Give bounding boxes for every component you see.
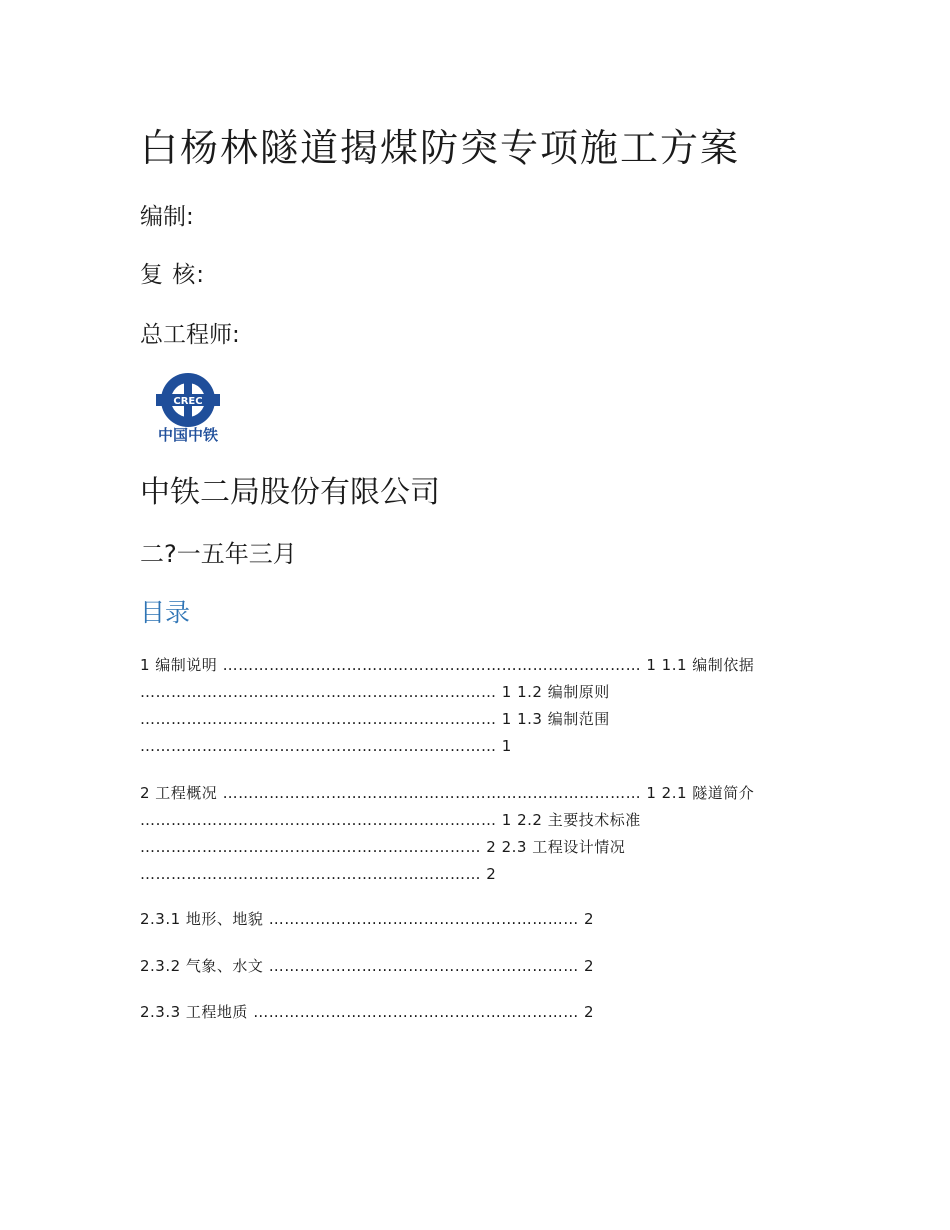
toc-line[interactable]: 1 编制说明 ……………………………………………………………………… 1 1.1 编制依据 bbox=[140, 656, 755, 674]
document-title: 白杨林隧道揭煤防突专项施工方案 bbox=[140, 126, 741, 170]
company-name: 中铁二局股份有限公司 bbox=[140, 475, 440, 510]
toc-title: 目录 bbox=[140, 598, 191, 627]
toc-line[interactable]: 2.3.3 工程地质 ……………………………………………………… 2 bbox=[140, 1003, 595, 1021]
document-date: 二?一五年三月 bbox=[140, 540, 297, 568]
toc-line[interactable]: 2.3.1 地形、地貌 …………………………………………………… 2 bbox=[140, 910, 595, 928]
toc-line[interactable]: …………………………………………………………… 1 1.2 编制原则 bbox=[140, 683, 610, 701]
toc-line[interactable]: …………………………………………………………… 1 bbox=[140, 737, 512, 755]
toc-line[interactable]: …………………………………………………………… 1 2.2 主要技术标准 bbox=[140, 811, 641, 829]
toc-line[interactable]: ………………………………………………………… 2 bbox=[140, 865, 497, 883]
logo-emblem-text: CREC bbox=[173, 396, 203, 407]
chief-engineer-label: 总工程师: bbox=[140, 322, 240, 348]
compiled-by-label: 编制: bbox=[140, 204, 194, 230]
reviewed-by-label: 复 核: bbox=[140, 262, 206, 288]
logo-caption: 中国中铁 bbox=[157, 426, 219, 444]
toc-line[interactable]: 2 工程概况 ……………………………………………………………………… 1 2.1 隧道简介 bbox=[140, 784, 755, 802]
toc-line[interactable]: …………………………………………………………… 1 1.3 编制范围 bbox=[140, 710, 610, 728]
toc-line[interactable]: ………………………………………………………… 2 2.3 工程设计情况 bbox=[140, 838, 626, 856]
china-railway-logo bbox=[150, 372, 226, 444]
toc-line[interactable]: 2.3.2 气象、水文 …………………………………………………… 2 bbox=[140, 957, 595, 975]
